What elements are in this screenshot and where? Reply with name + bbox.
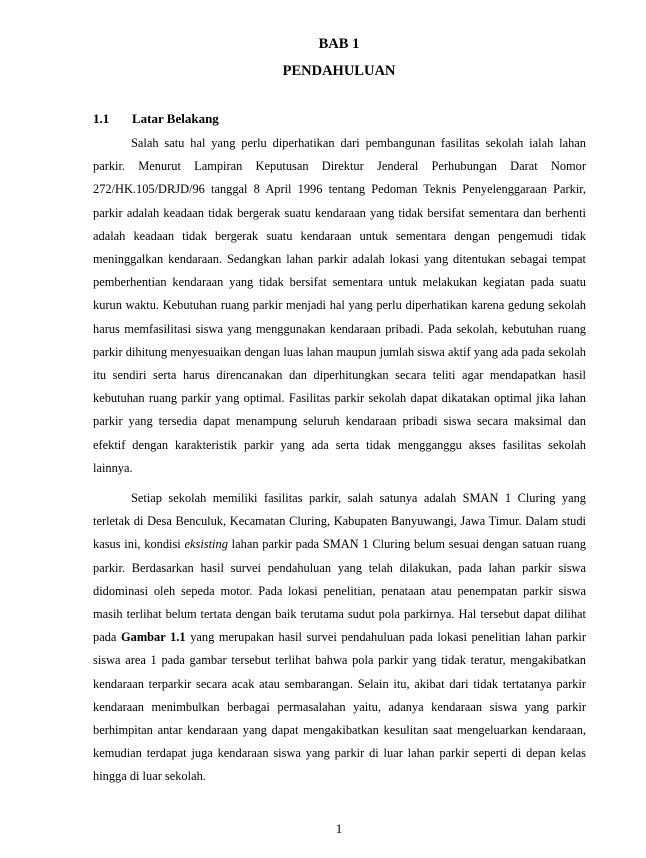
- body-text: [93, 132, 586, 789]
- figure-reference: Gambar 1.1: [121, 630, 186, 645]
- text-segment: Setiap sekolah memiliki fasilitas parkir, salah satunya adalah SMAN 1 Cluring yang terletak di Desa Benculuk, Kecamatan Cluring, Kabupaten Banyuwangi, Jawa Timur. Dalam studi kasus ini, kondisi: [93, 491, 586, 552]
- text-segment: lahan parkir pada SMAN 1 Cluring belum sesuai dengan satuan ruang parkir. Berdasarkan hasil survei pendahuluan yang telah dilakukan, pada lahan parkir siswa didominasi oleh sepeda motor. Pada lokasi penelitian, penataan atau penempatan parkir siswa masih terlihat belum tertata dengan baik terutama sudut pola parkirnya. Hal tersebut dapat dilihat pada: [93, 537, 586, 645]
- text-segment: yang merupakan hasil survei pendahuluan pada lokasi penelitian lahan parkir siswa area 1 pada gambar tersebut terlihat bahwa pola parkir yang tidak teratur, mengakibatkan kendaraan terparkir secara acak atau sembarangan. Selain itu, akibat dari tidak tertatanya parkir kendaraan menimbulkan berbagai permasalahan yaitu, adanya kendaraan siswa yang parkir berhimpitan antar kendaraan yang dapat mengakibatkan kesulitan saat mengeluarkan kendaraan, kemudian terdapat juga kendaraan siswa yang parkir di luar lahan parkir seperti di depan kelas hingga di luar sekolah.: [93, 630, 586, 784]
- chapter-title: PENDAHULUAN: [282, 63, 396, 79]
- paragraph: [93, 132, 586, 480]
- text-segment: Salah satu hal yang perlu diperhatikan dari pembangunan fasilitas sekolah ialah lahan parkir. Menurut Lampiran Keputusan Direktur Jenderal Perhubungan Darat Nomor 272/HK.105/DRJD/96 tanggal 8 April 1996 tentang Pedoman Teknis Penyelenggaraan Parkir, parkir adalah keadaan tidak bergerak suatu kendaraan yang tidak bersifat sementara dan berhenti adalah keadaan tidak bergerak suatu kendaraan untuk sementara dengan pengemudi tidak meninggalkan kendaraan. Sedangkan lahan parkir adalah lokasi yang ditentukan sebagai tempat pemberhentian kendaraan yang tidak bersifat sementara untuk melakukan kegiatan pada suatu kurun waktu. Kebutuhan ruang parkir menjadi hal yang perlu diperhatikan karena gedung sekolah harus memfasilitasi siswa yang menggunakan kendaraan pribadi. Pada sekolah, kebutuhan ruang parkir dihitung menyesuaikan dengan luas lahan maupun jumlah siswa aktif yang ada pada sekolah itu sendiri serta harus direncanakan dan diperhitungkan secara teliti agar mendapatkan hasil kebutuhan ruang parkir yang optimal. Fasilitas parkir sekolah dapat dikatakan optimal jika lahan parkir yang tersedia dapat menampung seluruh kendaraan pribadi siswa secara maksimal dan efektif dengan karakteristik parkir yang ada serta tidak mengganggu akses fasilitas sekolah lainnya.: [93, 136, 586, 475]
- page-number: 1: [335, 821, 343, 836]
- paragraph: [93, 487, 586, 789]
- chapter-number: BAB 1: [318, 36, 360, 52]
- italic-term: eksisting: [184, 537, 228, 552]
- section-number: 1.1: [93, 111, 110, 126]
- section-heading: [93, 111, 219, 127]
- section-title: Latar Belakang: [132, 111, 219, 126]
